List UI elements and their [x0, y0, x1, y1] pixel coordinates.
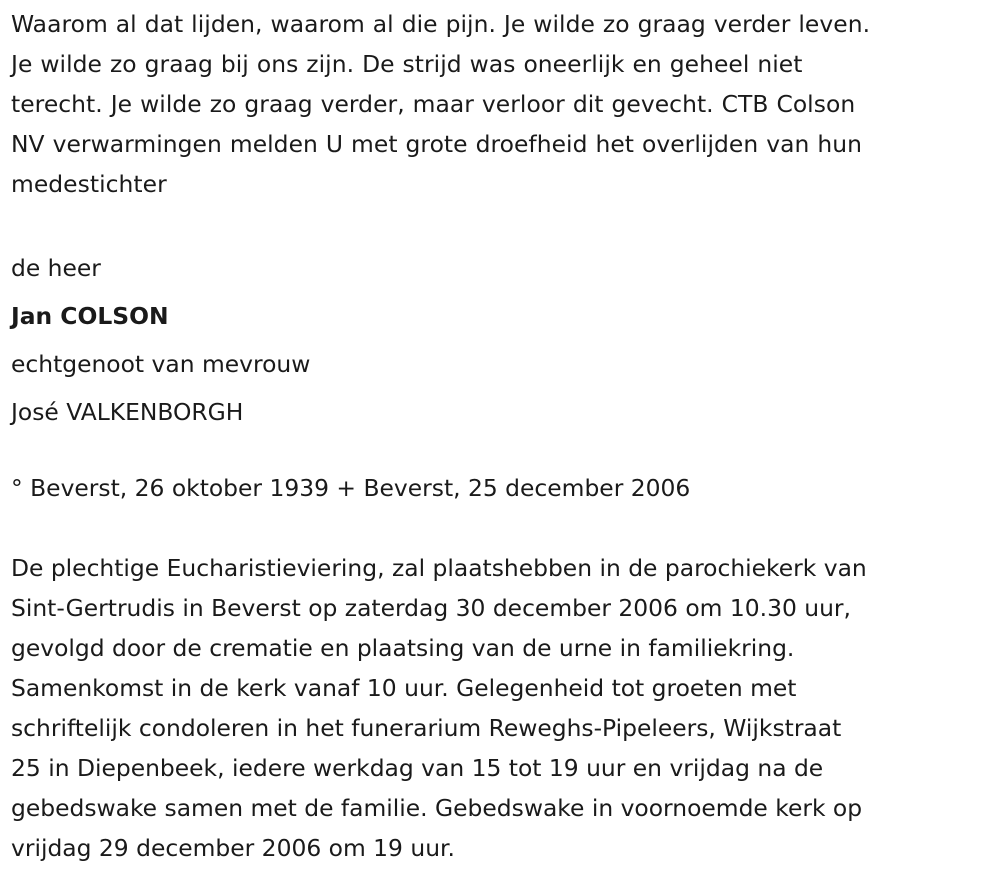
service-line: Samenkomst in de kerk vanaf 10 uur. Gelegenheid tot groeten met: [11, 674, 797, 702]
person-block: [11, 244, 986, 436]
person-relation: echtgenoot van mevrouw: [11, 350, 311, 378]
intro-paragraph: [11, 4, 986, 204]
service-line: De plechtige Eucharistieviering, zal plaatshebben in de parochiekerk van: [11, 554, 867, 582]
service-paragraph: [11, 548, 986, 868]
intro-line: medestichter: [11, 170, 167, 198]
spacer: [11, 204, 986, 244]
service-line: gebedswake samen met de familie. Gebedswake in voornoemde kerk op: [11, 794, 863, 822]
service-line: schriftelijk condoleren in het funerarium Reweghs-Pipeleers, Wijkstraat: [11, 714, 842, 742]
service-line: gevolgd door de crematie en plaatsing van de urne in familiekring.: [11, 634, 795, 662]
spacer: [11, 508, 986, 548]
spacer: [11, 436, 986, 468]
intro-line: Je wilde zo graag bij ons zijn. De strijd was oneerlijk en geheel niet: [11, 50, 803, 78]
person-spouse: José VALKENBORGH: [11, 398, 244, 426]
service-line: Sint-Gertrudis in Beverst op zaterdag 30 december 2006 om 10.30 uur,: [11, 594, 851, 622]
service-line: vrijdag 29 december 2006 om 19 uur.: [11, 834, 455, 862]
person-title: de heer: [11, 254, 101, 282]
service-line: 25 in Diepenbeek, iedere werkdag van 15 tot 19 uur en vrijdag na de: [11, 754, 824, 782]
person-name: Jan COLSON: [11, 302, 169, 330]
birth-death-dates: ° Beverst, 26 oktober 1939 + Beverst, 25 december 2006: [11, 474, 691, 502]
obituary-document: [11, 4, 986, 868]
intro-line: terecht. Je wilde zo graag verder, maar verloor dit gevecht. CTB Colson: [11, 90, 856, 118]
intro-line: Waarom al dat lijden, waarom al die pijn. Je wilde zo graag verder leven.: [11, 10, 871, 38]
intro-line: NV verwarmingen melden U met grote droefheid het overlijden van hun: [11, 130, 862, 158]
